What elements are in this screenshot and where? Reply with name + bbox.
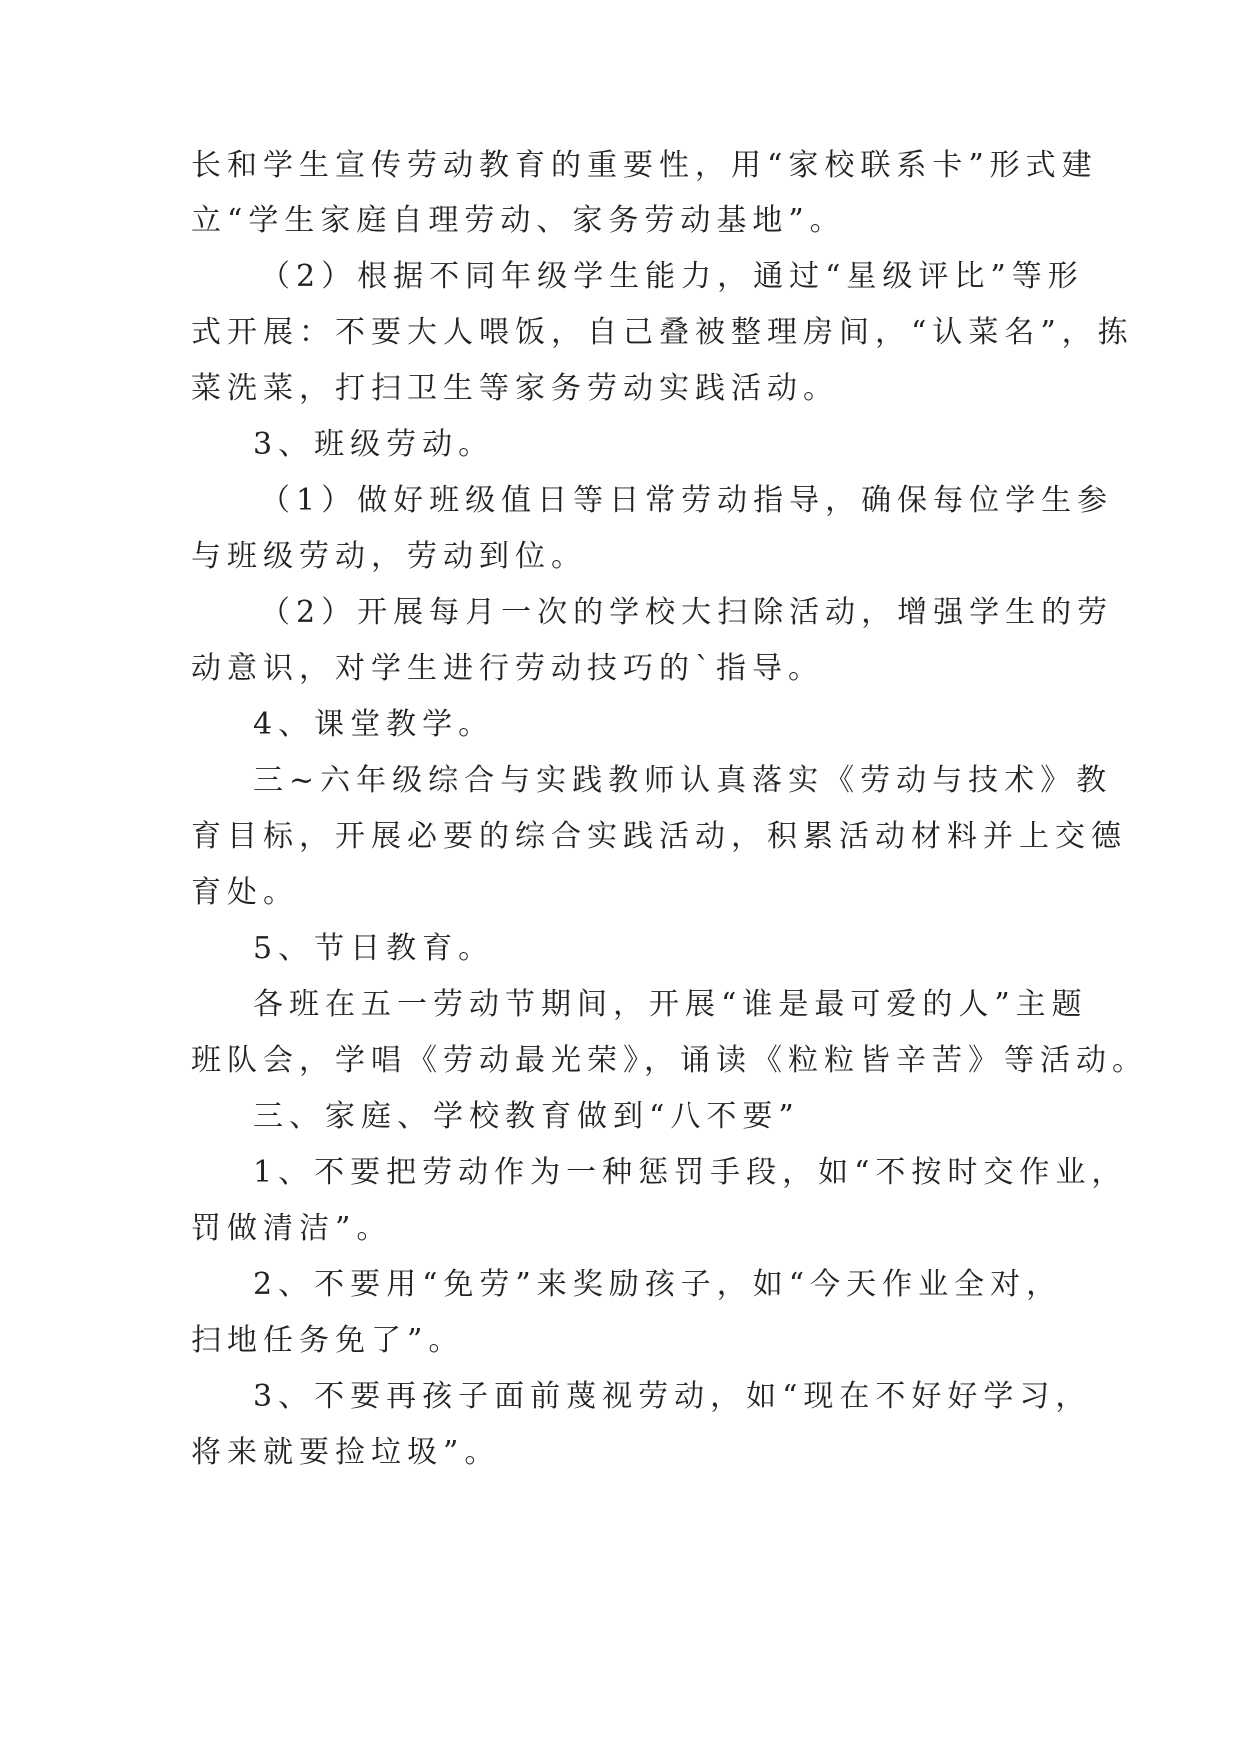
- text-line: 长和学生宣传劳动教育的重要性，用“家校联系卡”形式建: [191, 148, 1098, 183]
- text-line: 动意识，对学生进行劳动技巧的`指导。: [191, 651, 824, 686]
- text-line: 1、不要把劳动作为一种惩罚手段，如“不按时交作业，: [253, 1155, 1128, 1190]
- text-line: 育目标，开展必要的综合实践活动，积累活动材料并上交德: [191, 819, 1127, 854]
- text-line: 式开展：不要大人喂饭，自己叠被整理房间，“认菜名”，拣: [191, 315, 1134, 350]
- text-line: 班队会，学唱《劳动最光荣》，诵读《粒粒皆辛苦》等活动。: [191, 1043, 1148, 1078]
- text-line: 扫地任务免了”。: [191, 1323, 465, 1358]
- section-heading: 3、班级劳动。: [253, 427, 495, 462]
- section-heading: 5、节日教育。: [253, 931, 495, 966]
- text-line: 与班级劳动，劳动到位。: [191, 539, 587, 574]
- text-line: 3、不要再孩子面前蔑视劳动，如“现在不好好学习，: [253, 1379, 1092, 1414]
- text-line: 三~六年级综合与实践教师认真落实《劳动与技术》教: [253, 763, 1113, 798]
- text-line: （1）做好班级值日等日常劳动指导，确保每位学生参: [260, 483, 1114, 518]
- text-line: 菜洗菜，打扫卫生等家务劳动实践活动。: [191, 371, 839, 406]
- text-line: 将来就要捡垃圾”。: [191, 1435, 501, 1470]
- text-line: 育处。: [191, 875, 299, 910]
- text-line: 各班在五一劳动节期间，开展“谁是最可爱的人”主题: [253, 987, 1088, 1022]
- section-heading: 4、课堂教学。: [253, 707, 495, 742]
- text-line: 2、不要用“免劳”来奖励孩子，如“今天作业全对，: [253, 1267, 1063, 1302]
- text-line: 罚做清洁”。: [191, 1211, 393, 1246]
- text-line: 立“学生家庭自理劳动、家务劳动基地”。: [191, 203, 846, 238]
- section-heading: 三、家庭、学校教育做到“八不要”: [253, 1099, 800, 1134]
- text-line: （2）开展每月一次的学校大扫除活动，增强学生的劳: [260, 595, 1114, 630]
- text-line: （2）根据不同年级学生能力，通过“星级评比”等形: [260, 259, 1084, 294]
